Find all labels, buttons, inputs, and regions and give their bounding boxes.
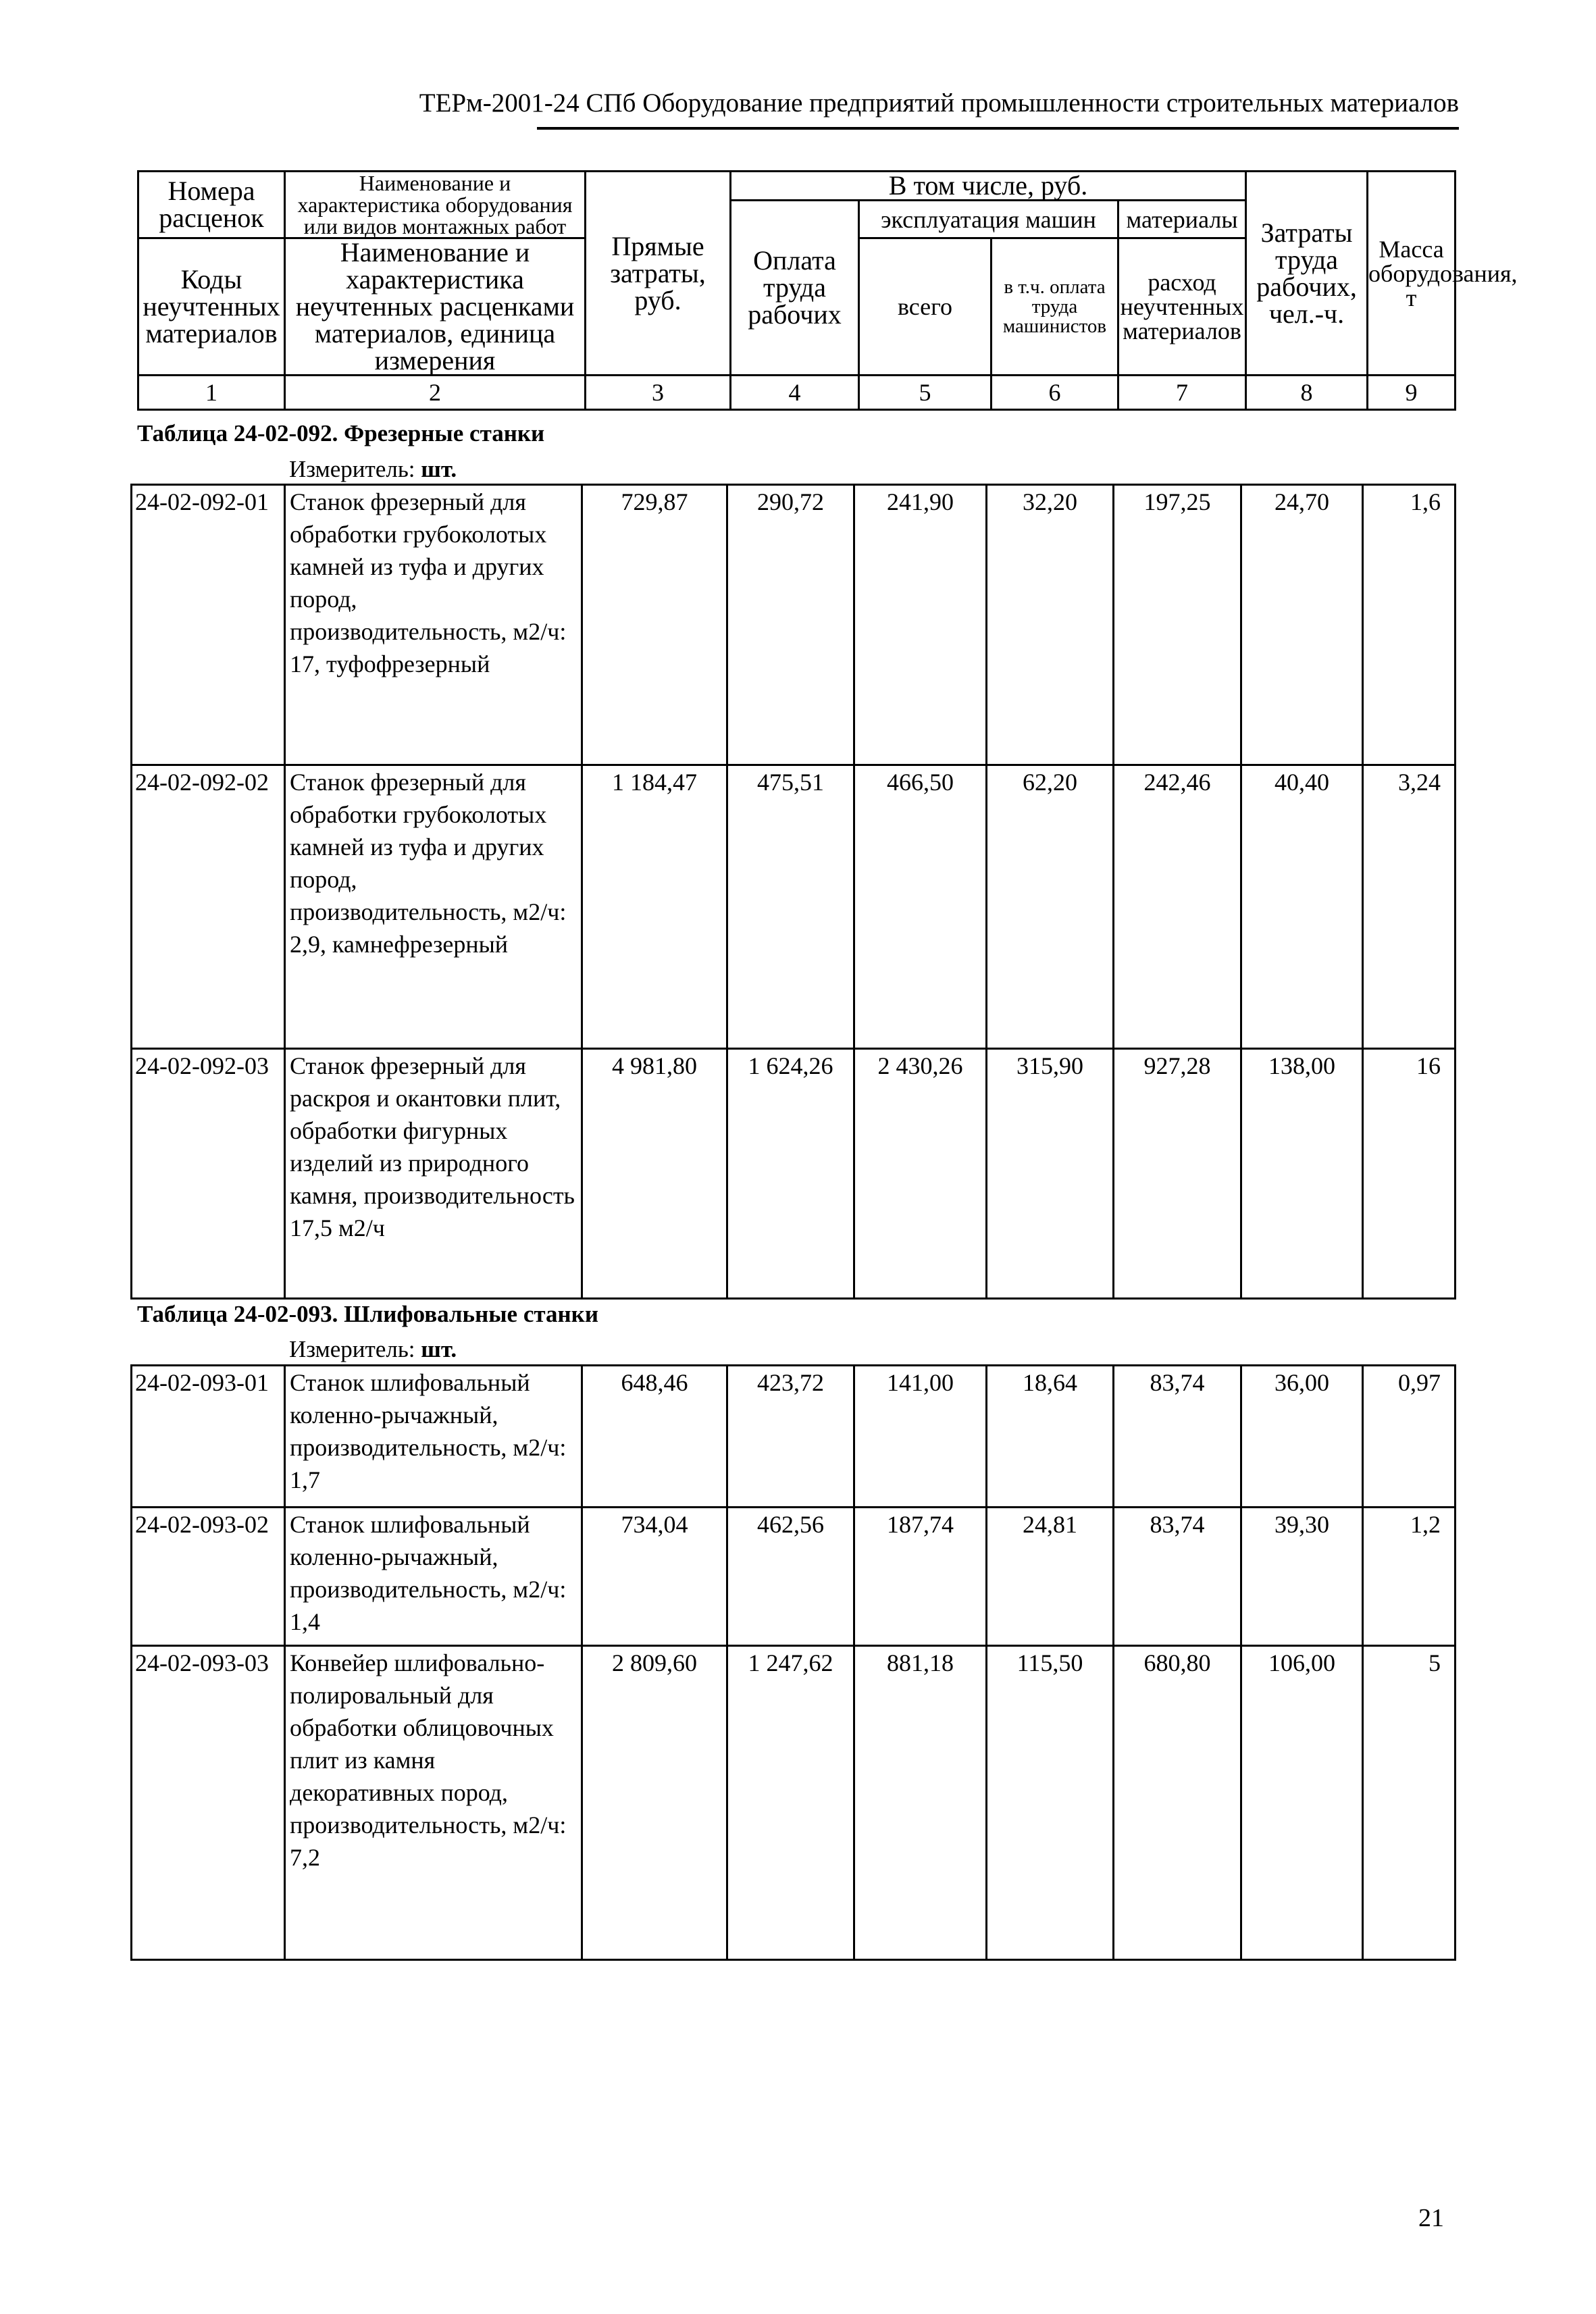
workers-pay: 1 624,26: [727, 1049, 854, 1299]
workers-pay: 462,56: [727, 1508, 854, 1646]
machines-total: 187,74: [854, 1508, 987, 1646]
page-number: 21: [1418, 2204, 1444, 2232]
column-number: 5: [859, 376, 992, 410]
column-number: 1: [138, 376, 285, 410]
column-number: 3: [586, 376, 731, 410]
direct-costs: 648,46: [582, 1366, 727, 1508]
section-unit: [289, 456, 457, 483]
direct-costs: 729,87: [582, 485, 727, 765]
header-direct-costs: Прямые затраты, руб.: [586, 172, 731, 376]
header-workers-pay: Оплата труда рабочих: [731, 201, 859, 376]
column-number: 4: [731, 376, 859, 410]
unit-label: Измеритель:: [289, 1336, 415, 1362]
table-row: [132, 1646, 1456, 1960]
table-row: [132, 765, 1456, 1049]
workers-pay: 423,72: [727, 1366, 854, 1508]
materials-cost: 83,74: [1114, 1366, 1241, 1508]
workers-pay: 1 247,62: [727, 1646, 854, 1960]
machines-total: 2 430,26: [854, 1049, 987, 1299]
materials-cost: 680,80: [1114, 1646, 1241, 1960]
materials-cost: 83,74: [1114, 1508, 1241, 1646]
table-row: [132, 1366, 1456, 1508]
price-code: 24-02-092-01: [132, 485, 285, 765]
machinists-pay: 115,50: [987, 1646, 1114, 1960]
labor-hours: 24,70: [1241, 485, 1363, 765]
equipment-mass: 3,24: [1363, 765, 1456, 1049]
equipment-name: Станок фрезерный для обработки грубоколотых камней из туфа и других пород, производительность, м2/ч: 17, туфофрезерный: [285, 485, 582, 765]
price-code: 24-02-093-02: [132, 1508, 285, 1646]
materials-cost: 242,46: [1114, 765, 1241, 1049]
header-machines-group: эксплуатация машин: [859, 201, 1118, 238]
equipment-name: Конвейер шлифовально-полировальный для обработки облицовочных плит из камня декоративных пород, производительность, м2/ч: 7,2: [285, 1646, 582, 1960]
price-table-grinding: [130, 1364, 1456, 1961]
materials-cost: 197,25: [1114, 485, 1241, 765]
equipment-mass: 1,2: [1363, 1508, 1456, 1646]
price-code: 24-02-092-02: [132, 765, 285, 1049]
direct-costs: 2 809,60: [582, 1646, 727, 1960]
equipment-name: Станок фрезерный для раскроя и окантовки плит, обработки фигурных изделий из природного камня, производительность 17,5 м2/ч: [285, 1049, 582, 1299]
price-code: 24-02-093-01: [132, 1366, 285, 1508]
header-unaccounted-materials: расход неучтенных материалов: [1118, 238, 1246, 376]
machinists-pay: 24,81: [987, 1508, 1114, 1646]
machines-total: 141,00: [854, 1366, 987, 1508]
header-including-group: В том числе, руб.: [731, 172, 1246, 201]
unit-label: Измеритель:: [289, 456, 415, 482]
price-code: 24-02-093-03: [132, 1646, 285, 1960]
unit-value: шт.: [421, 456, 457, 482]
column-number: 6: [992, 376, 1118, 410]
page-header-title: ТЕРм-2001-24 СПб Оборудование предприятий промышленности строительных материалов: [419, 88, 1459, 118]
header-materials-group: материалы: [1118, 201, 1246, 238]
table-row: [132, 485, 1456, 765]
equipment-mass: 16: [1363, 1049, 1456, 1299]
machines-total: 881,18: [854, 1646, 987, 1960]
header-rule: [537, 127, 1459, 130]
direct-costs: 734,04: [582, 1508, 727, 1646]
machinists-pay: 62,20: [987, 765, 1114, 1049]
column-number: 9: [1368, 376, 1456, 410]
header-equipment-name: Наименование и характеристика оборудования или видов монтажных работ: [285, 172, 586, 238]
equipment-mass: 5: [1363, 1646, 1456, 1960]
machines-total: 241,90: [854, 485, 987, 765]
column-header-table: [137, 170, 1518, 411]
workers-pay: 475,51: [727, 765, 854, 1049]
equipment-name: Станок шлифовальный коленно-рычажный, производительность, м2/ч: 1,7: [285, 1366, 582, 1508]
header-equipment-mass: Масса оборудования, т: [1368, 172, 1456, 376]
column-number: 7: [1118, 376, 1246, 410]
workers-pay: 290,72: [727, 485, 854, 765]
header-price-numbers: Номера расценок: [138, 172, 285, 238]
direct-costs: 4 981,80: [582, 1049, 727, 1299]
labor-hours: 40,40: [1241, 765, 1363, 1049]
column-number: 8: [1246, 376, 1368, 410]
equipment-name: Станок фрезерный для обработки грубоколотых камней из туфа и других пород, производительность, м2/ч: 2,9, камнефрезерный: [285, 765, 582, 1049]
machinists-pay: 32,20: [987, 485, 1114, 765]
machinists-pay: 315,90: [987, 1049, 1114, 1299]
materials-cost: 927,28: [1114, 1049, 1241, 1299]
labor-hours: 39,30: [1241, 1508, 1363, 1646]
labor-hours: 138,00: [1241, 1049, 1363, 1299]
unit-value: шт.: [421, 1336, 457, 1362]
machinists-pay: 18,64: [987, 1366, 1114, 1508]
header-unaccounted-material-names: Наименование и характеристика неучтенных расценками материалов, единица измерения: [285, 238, 586, 376]
price-table-milling: [130, 484, 1456, 1300]
section-title: Таблица 24-02-093. Шлифовальные станки: [137, 1301, 598, 1327]
labor-hours: 36,00: [1241, 1366, 1363, 1508]
table-row: [132, 1049, 1456, 1299]
section-title: Таблица 24-02-092. Фрезерные станки: [137, 420, 545, 446]
equipment-mass: 1,6: [1363, 485, 1456, 765]
price-code: 24-02-092-03: [132, 1049, 285, 1299]
column-number: 2: [285, 376, 586, 410]
header-labor-hours: Затраты труда рабочих, чел.-ч.: [1246, 172, 1368, 376]
header-unaccounted-material-codes: Коды неучтенных материалов: [138, 238, 285, 376]
header-machinists-pay: в т.ч. оплата труда машинистов: [992, 238, 1118, 376]
machines-total: 466,50: [854, 765, 987, 1049]
header-machines-total: всего: [859, 238, 992, 376]
equipment-mass: 0,97: [1363, 1366, 1456, 1508]
equipment-name: Станок шлифовальный коленно-рычажный, производительность, м2/ч: 1,4: [285, 1508, 582, 1646]
direct-costs: 1 184,47: [582, 765, 727, 1049]
section-unit: [289, 1336, 457, 1363]
table-row: [132, 1508, 1456, 1646]
labor-hours: 106,00: [1241, 1646, 1363, 1960]
